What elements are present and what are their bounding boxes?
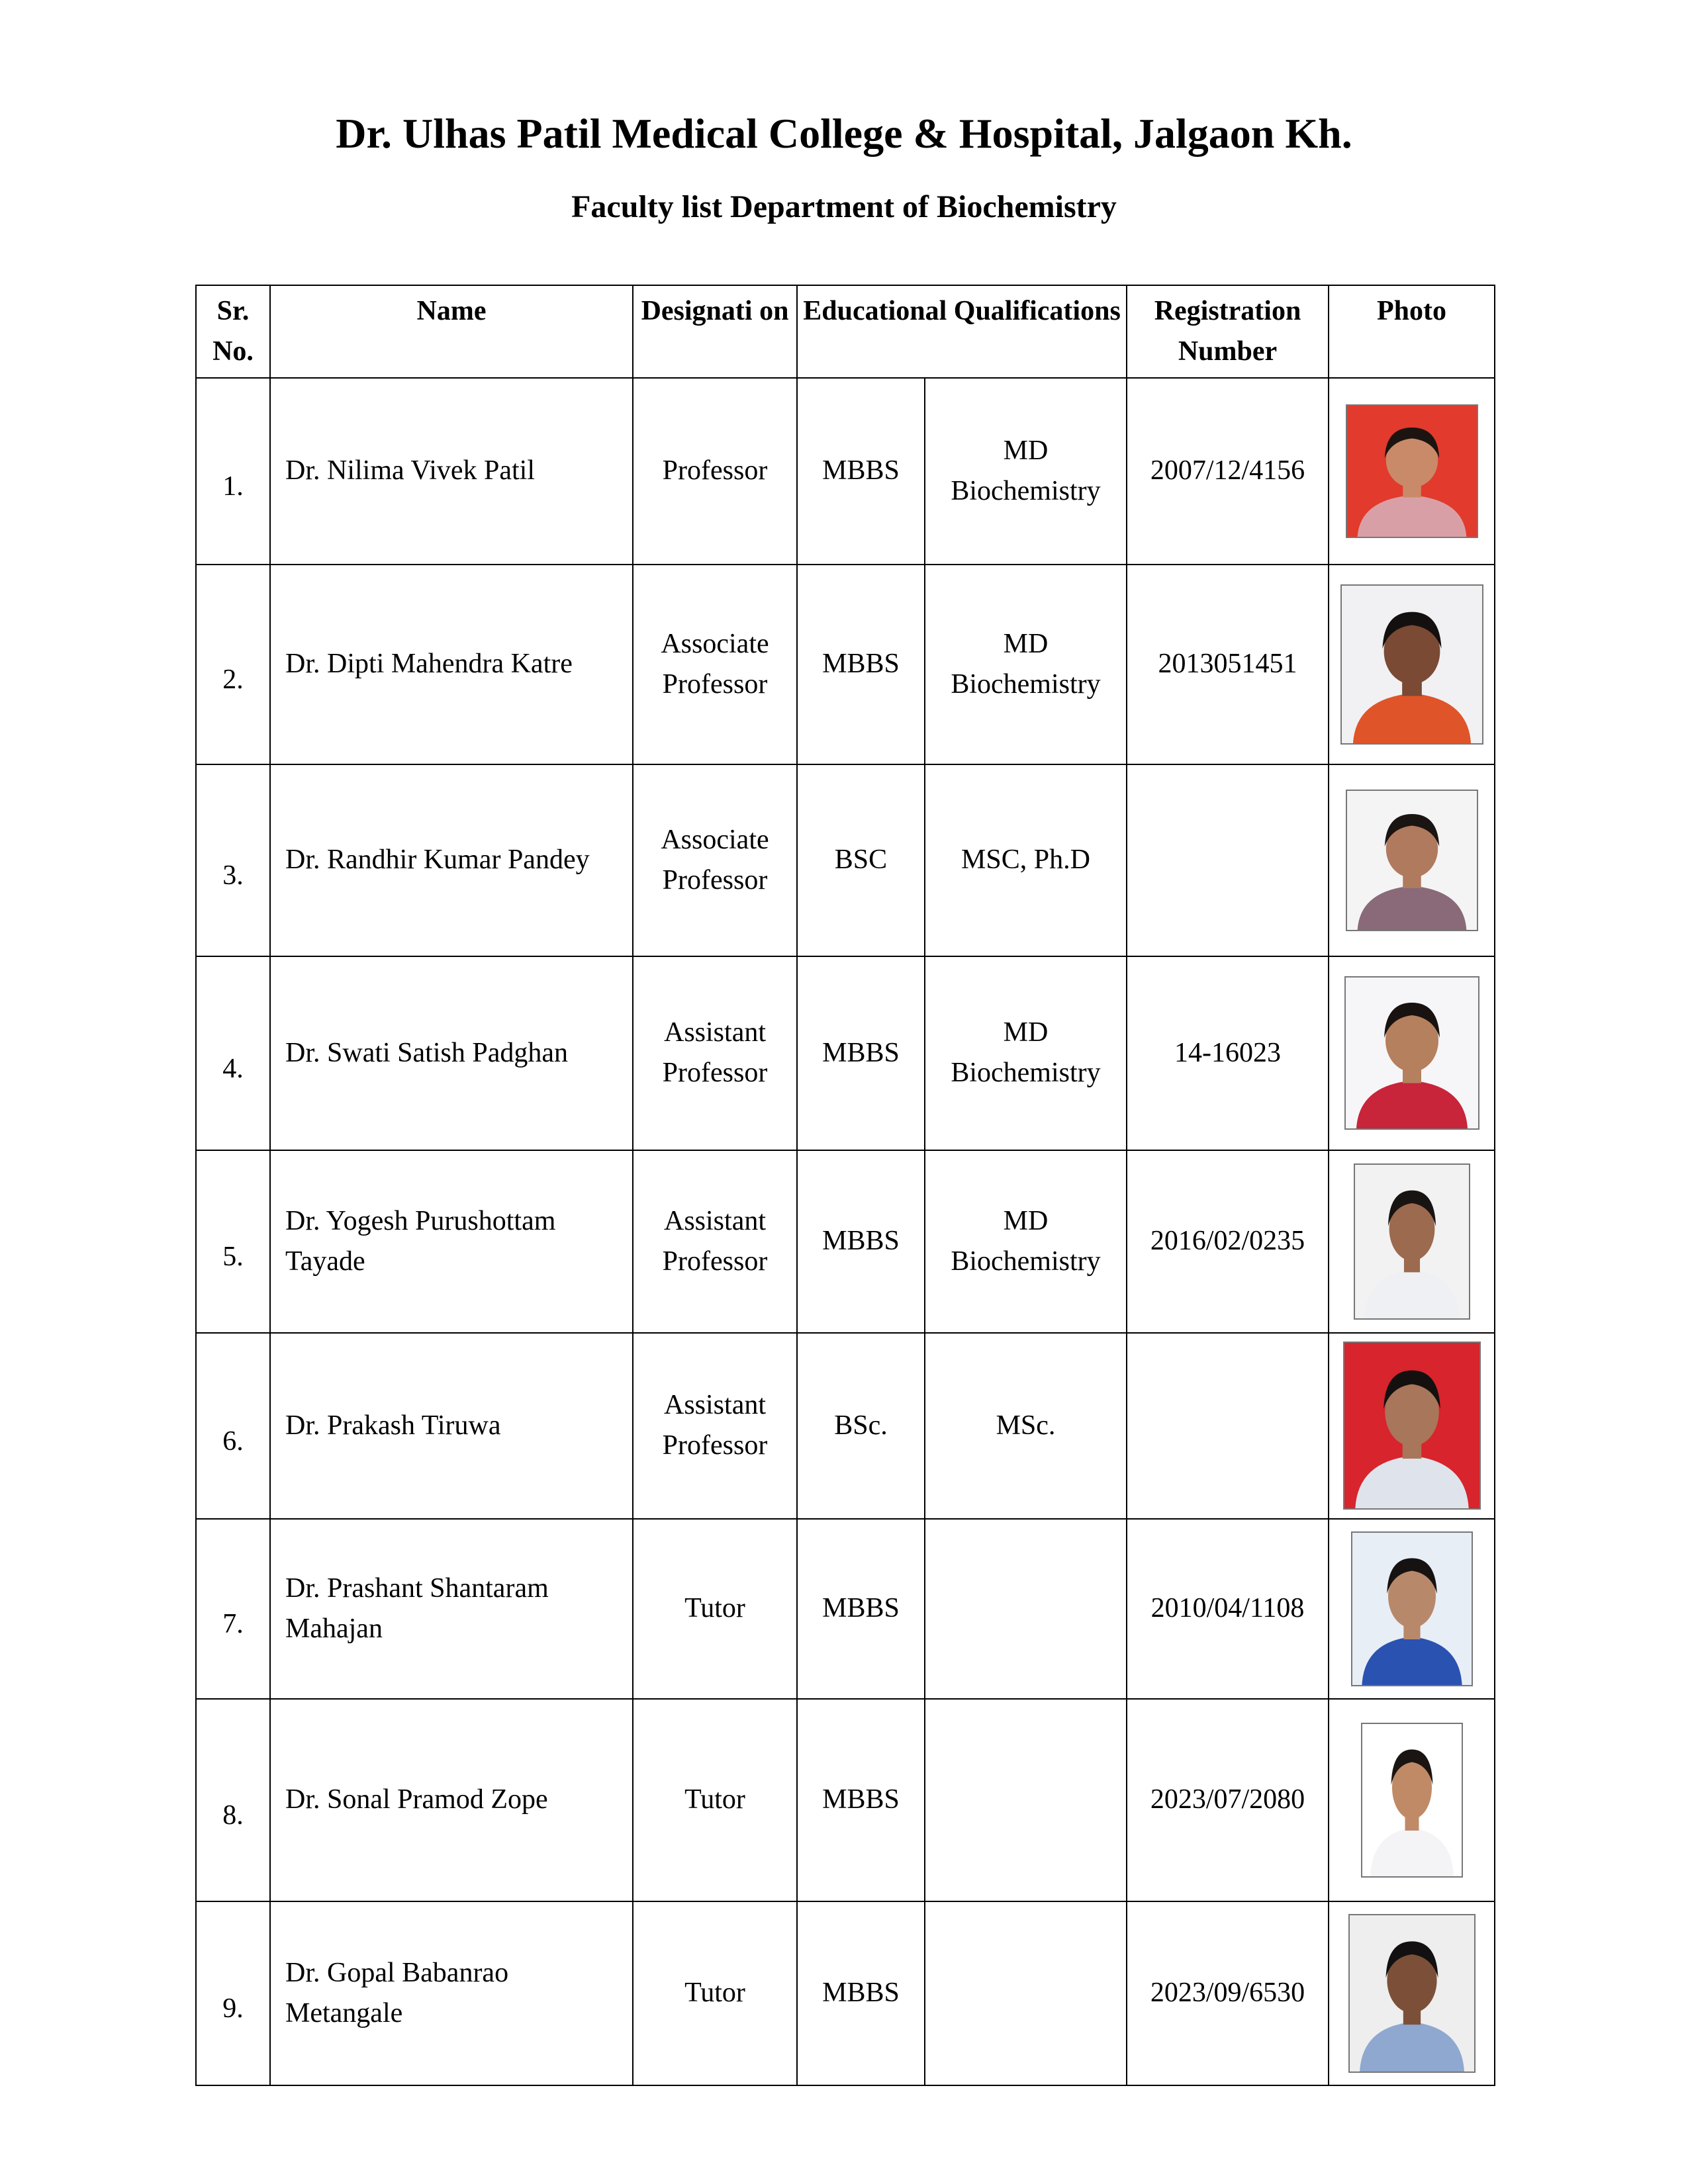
column-header-education: Educational Qualifications [797, 285, 1127, 378]
column-header-registration: Registration Number [1127, 285, 1329, 378]
faculty-photo [1344, 976, 1479, 1130]
cell-qualification-ug: BSC [797, 764, 925, 956]
cell-registration: 2016/02/0235 [1127, 1150, 1329, 1333]
faculty-photo [1340, 584, 1483, 745]
portrait-icon [1347, 791, 1477, 930]
cell-registration [1127, 1333, 1329, 1519]
cell-designation: Tutor [633, 1699, 797, 1901]
sr-number: 4. [222, 1053, 244, 1084]
cell-name: Dr. Gopal Babanrao Metangale [270, 1901, 633, 2085]
cell-sr [196, 764, 270, 956]
table-row [196, 565, 1495, 764]
cell-qualification-ug: MBBS [797, 565, 925, 764]
cell-designation: Assistant Professor [633, 956, 797, 1150]
portrait-icon [1355, 1165, 1469, 1318]
cell-photo [1329, 378, 1495, 565]
page-subtitle: Faculty list Department of Biochemistry [571, 189, 1117, 224]
portrait-icon [1352, 1533, 1472, 1685]
cell-registration: 2010/04/1108 [1127, 1519, 1329, 1699]
faculty-photo [1351, 1531, 1473, 1686]
cell-qualification-pg: MD Biochemistry [925, 378, 1127, 565]
faculty-photo [1348, 1914, 1476, 2073]
cell-designation: Associate Professor [633, 764, 797, 956]
table-row [196, 764, 1495, 956]
faculty-table [195, 285, 1495, 2086]
cell-qualification-pg: MD Biochemistry [925, 565, 1127, 764]
cell-sr [196, 565, 270, 764]
cell-photo [1329, 1901, 1495, 2085]
cell-sr [196, 956, 270, 1150]
faculty-photo [1361, 1723, 1463, 1878]
cell-qualification-pg [925, 1519, 1127, 1699]
cell-designation: Assistant Professor [633, 1333, 797, 1519]
cell-name: Dr. Randhir Kumar Pandey [270, 764, 633, 956]
portrait-icon [1350, 1915, 1474, 2071]
sr-number: 5. [222, 1242, 244, 1273]
sr-number: 2. [222, 664, 244, 696]
sr-number: 9. [222, 1993, 244, 2025]
table-row [196, 956, 1495, 1150]
sr-number: 1. [222, 471, 244, 502]
cell-registration: 2007/12/4156 [1127, 378, 1329, 565]
table-row [196, 1519, 1495, 1699]
table-row [196, 1150, 1495, 1333]
table-header-row [196, 285, 1495, 378]
table-row [196, 378, 1495, 565]
cell-sr [196, 1519, 270, 1699]
faculty-photo [1354, 1163, 1470, 1320]
portrait-icon [1362, 1724, 1462, 1876]
cell-qualification-ug: MBBS [797, 956, 925, 1150]
cell-qualification-pg: MD Biochemistry [925, 1150, 1127, 1333]
cell-sr [196, 378, 270, 565]
column-header-designation: Designati on [633, 285, 797, 378]
column-header-name: Name [270, 285, 633, 378]
faculty-photo [1346, 404, 1478, 538]
sr-number: 3. [222, 860, 244, 891]
cell-name: Dr. Yogesh Purushottam Tayade [270, 1150, 633, 1333]
table-row [196, 1901, 1495, 2085]
sr-number: 7. [222, 1609, 244, 1640]
cell-qualification-ug: MBBS [797, 378, 925, 565]
cell-qualification-pg [925, 1699, 1127, 1901]
faculty-photo [1343, 1342, 1481, 1510]
cell-qualification-pg: MSC, Ph.D [925, 764, 1127, 956]
cell-photo [1329, 565, 1495, 764]
cell-qualification-ug: MBBS [797, 1901, 925, 2085]
cell-registration [1127, 764, 1329, 956]
page-title: Dr. Ulhas Patil Medical College & Hospital, Jalgaon Kh. [336, 110, 1352, 157]
cell-sr [196, 1901, 270, 2085]
cell-registration: 2023/07/2080 [1127, 1699, 1329, 1901]
cell-name: Dr. Prakash Tiruwa [270, 1333, 633, 1519]
cell-qualification-ug: MBBS [797, 1150, 925, 1333]
cell-qualification-ug: MBBS [797, 1699, 925, 1901]
cell-name: Dr. Swati Satish Padghan [270, 956, 633, 1150]
cell-photo [1329, 1150, 1495, 1333]
cell-name: Dr. Nilima Vivek Patil [270, 378, 633, 565]
cell-qualification-pg: MD Biochemistry [925, 956, 1127, 1150]
portrait-icon [1347, 406, 1477, 537]
cell-designation: Tutor [633, 1519, 797, 1699]
table-row [196, 1333, 1495, 1519]
cell-photo [1329, 1699, 1495, 1901]
cell-qualification-pg: MSc. [925, 1333, 1127, 1519]
faculty-photo [1346, 790, 1478, 931]
cell-name: Dr. Prashant Shantaram Mahajan [270, 1519, 633, 1699]
cell-sr [196, 1699, 270, 1901]
cell-designation: Associate Professor [633, 565, 797, 764]
portrait-icon [1346, 978, 1478, 1128]
cell-qualification-pg [925, 1901, 1127, 2085]
portrait-icon [1342, 586, 1482, 743]
cell-registration: 14-16023 [1127, 956, 1329, 1150]
cell-qualification-ug: BSc. [797, 1333, 925, 1519]
cell-photo [1329, 1519, 1495, 1699]
portrait-icon [1344, 1343, 1479, 1508]
column-header-photo: Photo [1329, 285, 1495, 378]
cell-registration: 2013051451 [1127, 565, 1329, 764]
cell-photo [1329, 1333, 1495, 1519]
cell-designation: Assistant Professor [633, 1150, 797, 1333]
cell-photo [1329, 956, 1495, 1150]
cell-qualification-ug: MBBS [797, 1519, 925, 1699]
cell-sr [196, 1333, 270, 1519]
sr-number: 6. [222, 1426, 244, 1457]
cell-name: Dr. Sonal Pramod Zope [270, 1699, 633, 1901]
sr-number: 8. [222, 1800, 244, 1831]
cell-photo [1329, 764, 1495, 956]
cell-designation: Tutor [633, 1901, 797, 2085]
table-row [196, 1699, 1495, 1901]
cell-designation: Professor [633, 378, 797, 565]
cell-name: Dr. Dipti Mahendra Katre [270, 565, 633, 764]
cell-sr [196, 1150, 270, 1333]
column-header-sr: Sr. No. [196, 285, 270, 378]
cell-registration: 2023/09/6530 [1127, 1901, 1329, 2085]
